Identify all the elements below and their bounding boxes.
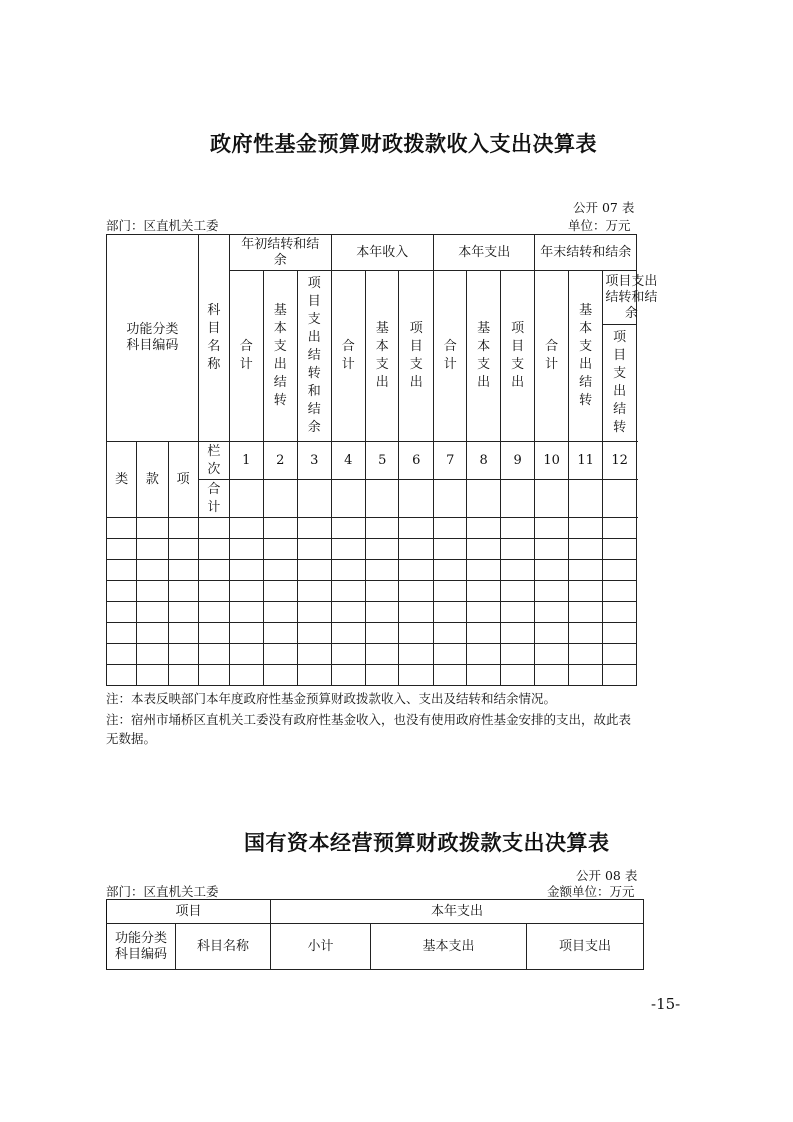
table-cell: [298, 644, 331, 665]
table-cell: [366, 581, 399, 602]
table-cell: [168, 539, 198, 560]
table-cell: [603, 581, 636, 602]
table-cell: [603, 560, 636, 581]
table-cell: [198, 644, 229, 665]
ending-project-carry-header: 项目支出结转: [603, 325, 636, 442]
project-header: 项目支出: [527, 924, 644, 970]
income-total-header: 合计: [331, 271, 366, 442]
table-cell: [230, 602, 263, 623]
table07-unit: 单位：万元: [568, 218, 631, 233]
table08-unit: 金额单位：万元: [547, 884, 635, 899]
table-cell: [137, 665, 168, 686]
table-cell: [535, 602, 568, 623]
table08-dept: 部门：区直机关工委: [106, 884, 219, 899]
table-cell: [298, 602, 331, 623]
table-cell: [107, 560, 137, 581]
table-cell: [500, 623, 535, 644]
table-cell: [107, 581, 137, 602]
table-cell: [198, 602, 229, 623]
table-cell: [366, 539, 399, 560]
table-cell: [366, 560, 399, 581]
table-cell: [331, 518, 366, 539]
table-cell: [168, 644, 198, 665]
table-cell: [230, 539, 263, 560]
table-cell: [399, 623, 434, 644]
expense-total-header: 合计: [434, 271, 467, 442]
table-cell: [434, 581, 467, 602]
table-cell: [500, 581, 535, 602]
table-row: [107, 539, 637, 560]
table-cell: [168, 560, 198, 581]
income-basic-header: 基本支出: [366, 271, 399, 442]
class-header: 类: [107, 442, 137, 518]
table-cell: [467, 539, 500, 560]
table-cell: [263, 539, 298, 560]
table-cell: [399, 560, 434, 581]
opening-project-header: 项目支出结转和结余: [298, 271, 331, 442]
expense-basic-header: 基本支出: [467, 271, 500, 442]
table08-title: 国有资本经营预算财政拨款支出决算表: [244, 831, 610, 855]
table-cell: [107, 644, 137, 665]
table-cell: [568, 644, 603, 665]
table07-code: 公开 07 表: [573, 200, 635, 215]
table-row: [107, 623, 637, 644]
func-code-header: 功能分类科目编码: [107, 235, 199, 442]
table-cell: [366, 602, 399, 623]
table-cell: [331, 560, 366, 581]
table-cell: [168, 602, 198, 623]
table-cell: [467, 665, 500, 686]
table07-title: 政府性基金预算财政拨款收入支出决算表: [210, 132, 597, 156]
table-cell: [263, 665, 298, 686]
func-code-header-08: 功能分类科目编码: [107, 924, 176, 970]
table-cell: [230, 644, 263, 665]
table-cell: [137, 623, 168, 644]
table-cell: [198, 518, 229, 539]
table-cell: [366, 623, 399, 644]
table-cell: [107, 518, 137, 539]
table-cell: [331, 644, 366, 665]
table-cell: [198, 560, 229, 581]
col-number: 9: [500, 442, 535, 480]
table-cell: [603, 518, 636, 539]
table-cell: [399, 518, 434, 539]
subtotal-header: 小计: [271, 924, 371, 970]
table-cell: [434, 644, 467, 665]
note-1: 注：本表反映部门本年度政府性基金预算财政拨款收入、支出及结转和结余情况。: [106, 691, 557, 706]
table-cell: [331, 539, 366, 560]
col-number: 6: [399, 442, 434, 480]
table-cell: [198, 665, 229, 686]
col-number: 5: [366, 442, 399, 480]
table07-empty-rows: [107, 518, 637, 686]
table-cell: [263, 560, 298, 581]
table-row: [107, 602, 637, 623]
table-cell: [568, 518, 603, 539]
table-cell: [137, 602, 168, 623]
table-cell: [568, 539, 603, 560]
table-cell: [535, 539, 568, 560]
opening-header: 年初结转和结余: [230, 235, 331, 271]
table-cell: [331, 602, 366, 623]
table-cell: [331, 665, 366, 686]
table-cell: [198, 539, 229, 560]
table-cell: [263, 623, 298, 644]
table-cell: [603, 539, 636, 560]
table-cell: [568, 560, 603, 581]
table-cell: [298, 665, 331, 686]
table07: [106, 234, 658, 686]
table-cell: [198, 623, 229, 644]
row-col-label: 栏次: [198, 442, 229, 480]
note-2: 注：宿州市埇桥区直机关工委没有政府性基金收入，也没有使用政府性基金安排的支出，故此表无数据。: [106, 712, 632, 746]
table-cell: [230, 518, 263, 539]
expense-header: 本年支出: [434, 235, 535, 271]
col-number: 4: [331, 442, 366, 480]
table-cell: [366, 518, 399, 539]
table-cell: [603, 623, 636, 644]
subject-name-header: 科目名称: [198, 235, 229, 442]
income-project-header: 项目支出: [399, 271, 434, 442]
table-cell: [137, 518, 168, 539]
table-cell: [568, 623, 603, 644]
table-cell: [137, 581, 168, 602]
table-cell: [230, 560, 263, 581]
ending-project-header: 项目支出结转和结余: [603, 271, 637, 325]
table-row: [107, 644, 637, 665]
table-cell: [263, 581, 298, 602]
table-cell: [500, 539, 535, 560]
item-header: 项目: [107, 900, 271, 924]
table-cell: [137, 560, 168, 581]
table-cell: [434, 560, 467, 581]
col-number: 7: [434, 442, 467, 480]
table-cell: [168, 623, 198, 644]
table-cell: [500, 518, 535, 539]
table-cell: [399, 539, 434, 560]
table-cell: [366, 665, 399, 686]
income-header: 本年收入: [331, 235, 434, 271]
col-number: 12: [603, 442, 636, 480]
table-cell: [230, 623, 263, 644]
col-number: 2: [263, 442, 298, 480]
table-cell: [366, 644, 399, 665]
table-cell: [298, 560, 331, 581]
table-cell: [399, 581, 434, 602]
table-cell: [168, 665, 198, 686]
table-cell: [500, 602, 535, 623]
table-cell: [467, 518, 500, 539]
ending-header: 年末结转和结余: [535, 235, 637, 271]
table-cell: [230, 665, 263, 686]
ending-basic-header: 基本支出结转: [568, 271, 603, 442]
table-cell: [168, 581, 198, 602]
table-cell: [137, 539, 168, 560]
basic-header: 基本支出: [371, 924, 527, 970]
table-cell: [230, 581, 263, 602]
row-total-label: 合计: [198, 480, 229, 518]
table-cell: [263, 518, 298, 539]
table-cell: [568, 581, 603, 602]
table-cell: [137, 644, 168, 665]
table-cell: [467, 581, 500, 602]
opening-total-header: 合计: [230, 271, 263, 442]
table-cell: [263, 602, 298, 623]
table-cell: [467, 560, 500, 581]
table-cell: [298, 518, 331, 539]
table-cell: [168, 518, 198, 539]
table-cell: [535, 581, 568, 602]
table-cell: [434, 623, 467, 644]
xiang-header: 项: [168, 442, 198, 518]
table-cell: [434, 518, 467, 539]
table-cell: [298, 539, 331, 560]
table-cell: [399, 644, 434, 665]
table-cell: [298, 623, 331, 644]
table08: [106, 899, 644, 970]
table-cell: [603, 602, 636, 623]
table-cell: [331, 581, 366, 602]
opening-basic-header: 基本支出结转: [263, 271, 298, 442]
table-cell: [467, 602, 500, 623]
table07-dept: 部门：区直机关工委: [106, 218, 219, 233]
table-cell: [107, 665, 137, 686]
table-cell: [603, 644, 636, 665]
table-cell: [399, 665, 434, 686]
table-cell: [467, 623, 500, 644]
table-cell: [603, 665, 636, 686]
table-cell: [568, 665, 603, 686]
col-number: 1: [230, 442, 263, 480]
table-cell: [107, 539, 137, 560]
table-row: [107, 518, 637, 539]
table-cell: [331, 623, 366, 644]
table-cell: [434, 665, 467, 686]
table-cell: [399, 602, 434, 623]
col-number: 3: [298, 442, 331, 480]
table-row: [107, 665, 637, 686]
table-cell: [535, 560, 568, 581]
table-cell: [535, 644, 568, 665]
ending-total-header: 合计: [535, 271, 568, 442]
current-expense-header: 本年支出: [271, 900, 644, 924]
table-cell: [107, 602, 137, 623]
expense-project-header: 项目支出: [500, 271, 535, 442]
page-number: -15-: [651, 995, 681, 1013]
table-cell: [434, 539, 467, 560]
table-cell: [263, 644, 298, 665]
kuan-header: 款: [137, 442, 168, 518]
table-cell: [535, 665, 568, 686]
table-cell: [467, 644, 500, 665]
table-cell: [500, 560, 535, 581]
table-cell: [535, 518, 568, 539]
subject-name-header-08: 科目名称: [176, 924, 271, 970]
table-cell: [198, 581, 229, 602]
table-cell: [298, 581, 331, 602]
table08-code: 公开 08 表: [576, 868, 638, 883]
col-number: 8: [467, 442, 500, 480]
table-cell: [535, 623, 568, 644]
table-row: [107, 581, 637, 602]
table-cell: [500, 665, 535, 686]
table-cell: [107, 623, 137, 644]
table-cell: [568, 602, 603, 623]
col-number: 10: [535, 442, 568, 480]
table-cell: [434, 602, 467, 623]
table-cell: [500, 644, 535, 665]
col-number: 11: [568, 442, 603, 480]
table-row: [107, 560, 637, 581]
